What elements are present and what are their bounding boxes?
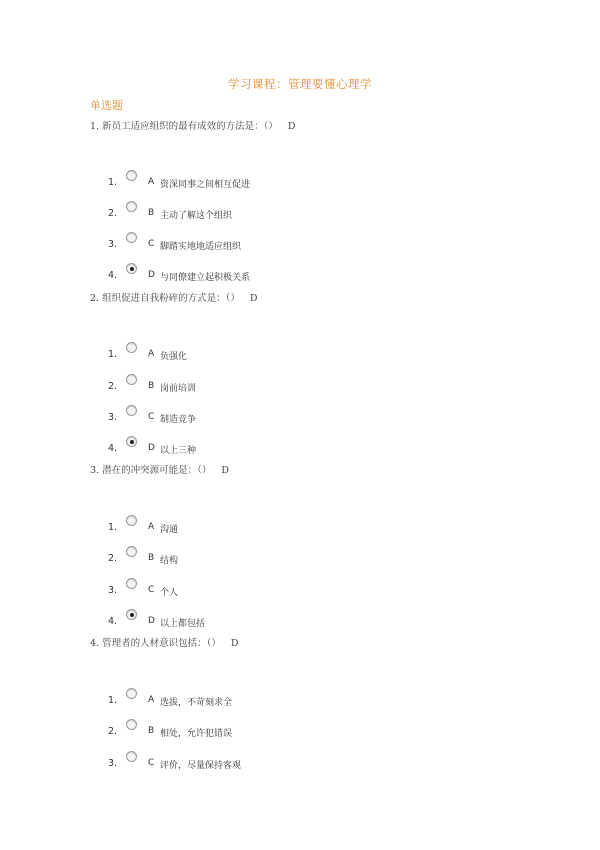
radio-button[interactable] — [126, 201, 137, 212]
radio-button-selected[interactable] — [126, 263, 137, 274]
option-text: 以上三种 — [160, 446, 197, 456]
option-text: 相处，允许犯错误 — [160, 729, 233, 739]
question-4 — [90, 635, 238, 649]
option-number: 1. — [108, 522, 118, 533]
option-letter: A — [148, 349, 155, 359]
option-text: 评价，尽量保持客观 — [160, 761, 242, 771]
option-text: 与同僚建立起积极关系 — [160, 273, 251, 283]
option-number: 1. — [108, 177, 118, 188]
question-3 — [90, 462, 229, 476]
option-letter: B — [148, 381, 155, 391]
radio-button[interactable] — [126, 342, 137, 353]
radio-button[interactable] — [126, 515, 137, 526]
option-number: 4. — [108, 270, 118, 281]
page-title: 学习课程：管理要懂心理学 — [228, 77, 372, 91]
option-number: 2. — [108, 553, 118, 564]
radio-button-selected[interactable] — [126, 609, 137, 620]
question-text: 3. 潜在的冲突源可能是：（） — [90, 465, 212, 476]
radio-button[interactable] — [126, 546, 137, 557]
option-letter: B — [148, 726, 155, 736]
option-number: 3. — [108, 758, 118, 769]
option-text: 主动了解这个组织 — [160, 211, 233, 221]
radio-button[interactable] — [126, 405, 137, 416]
question-2 — [90, 290, 257, 304]
option-text: 脚踏实地地适应组织 — [160, 242, 242, 252]
option-number: 1. — [108, 695, 118, 706]
option-letter: A — [148, 695, 155, 705]
question-answer: D — [249, 293, 258, 304]
radio-button[interactable] — [126, 374, 137, 385]
option-number: 4. — [108, 443, 118, 454]
option-text: 资深同事之间相互促进 — [160, 180, 251, 190]
option-letter: C — [148, 239, 155, 249]
option-letter: B — [148, 208, 155, 218]
radio-button[interactable] — [126, 232, 137, 243]
option-letter: B — [148, 553, 155, 563]
option-letter: D — [148, 443, 155, 453]
question-text: 1. 新员工适应组织的最有成效的方法是：（） — [90, 121, 278, 132]
radio-button[interactable] — [126, 170, 137, 181]
option-number: 2. — [108, 208, 118, 219]
option-letter: C — [148, 758, 155, 768]
radio-button[interactable] — [126, 688, 137, 699]
radio-button[interactable] — [126, 751, 137, 762]
option-text: 个人 — [160, 588, 179, 598]
option-number: 4. — [108, 616, 118, 627]
option-letter: D — [148, 616, 155, 626]
option-number: 2. — [108, 726, 118, 737]
option-letter: C — [148, 412, 155, 422]
question-answer: D — [287, 121, 296, 132]
option-number: 3. — [108, 585, 118, 596]
option-letter: A — [148, 522, 155, 532]
question-text: 4. 管理者的人材意识包括：（） — [90, 638, 221, 649]
question-1 — [90, 118, 295, 132]
option-text: 选拔，不苛刻求全 — [160, 698, 233, 708]
radio-button-selected[interactable] — [126, 436, 137, 447]
radio-button[interactable] — [126, 719, 137, 730]
option-text: 结构 — [160, 556, 179, 566]
question-text: 2. 组织促进自我粉碎的方式是：（） — [90, 293, 240, 304]
option-text: 以上都包括 — [160, 619, 206, 629]
question-answer: D — [230, 638, 239, 649]
option-number: 2. — [108, 381, 118, 392]
question-answer: D — [221, 465, 229, 476]
option-letter: D — [148, 270, 155, 280]
option-letter: C — [148, 585, 155, 595]
option-text: 负强化 — [160, 352, 188, 362]
option-text: 制造竞争 — [160, 415, 197, 425]
option-letter: A — [148, 177, 155, 187]
option-text: 岗前培训 — [160, 384, 197, 394]
option-number: 3. — [108, 412, 118, 423]
option-number: 1. — [108, 349, 118, 360]
option-number: 3. — [108, 239, 118, 250]
option-text: 沟通 — [160, 525, 179, 535]
section-heading: 单选题 — [90, 99, 123, 112]
radio-button[interactable] — [126, 578, 137, 589]
